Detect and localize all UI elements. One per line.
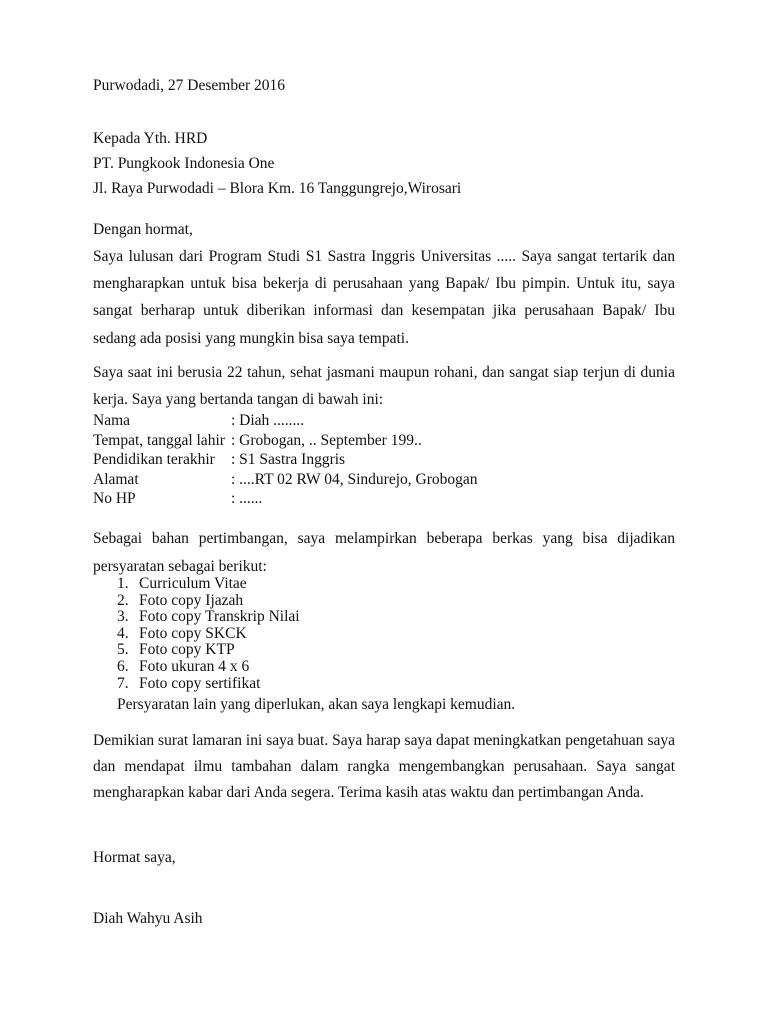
list-item <box>93 576 675 593</box>
list-item <box>93 659 675 676</box>
list-item-text: Foto copy KTP <box>139 641 235 659</box>
salutation: Dengan hormat, <box>93 221 193 238</box>
info-row <box>93 489 675 509</box>
info-label: Pendidikan terakhir <box>93 451 215 468</box>
attachment-note: Persyaratan lain yang diperlukan, akan saya lengkapi kemudian. <box>117 696 516 713</box>
list-item-text: Curriculum Vitae <box>139 575 247 592</box>
list-item <box>93 593 675 610</box>
info-row <box>93 431 675 451</box>
list-item-number: 6. <box>117 657 129 675</box>
paragraph-conclusion: Demikian surat lamaran ini saya buat. Saya harap saya dapat meningkatkan pengetahuan saya dan mendapat ilmu tambahan dalam rangka mengembangkan perusahaan. Saya sangat mengharapkan kabar dari Anda segera. Terima kasih atas waktu dan pertimbangan Anda. <box>93 732 675 801</box>
info-value: : Grobogan, .. September 199.. <box>231 431 422 449</box>
personal-info-table <box>93 411 675 509</box>
info-value: : ....RT 02 RW 04, Sindurejo, Grobogan <box>231 470 478 488</box>
list-item-number: 1. <box>117 575 129 592</box>
info-row <box>93 450 675 470</box>
paragraph-personal: Saya saat ini berusia 22 tahun, sehat jasmani maupun rohani, dan sangat siap terjun di dunia kerja. Saya yang bertanda tangan di bawah ini: <box>93 364 675 408</box>
paragraph-attachments-intro: Sebagai bahan pertimbangan, saya melampirkan beberapa berkas yang bisa dijadikan persyaratan sebagai berikut: <box>93 530 675 575</box>
info-label: Tempat, tanggal lahir <box>93 431 225 449</box>
info-label: No HP <box>93 490 136 507</box>
list-item-text: Foto copy sertifikat <box>139 674 261 692</box>
recipient-line-1: Kepada Yth. HRD <box>93 130 208 147</box>
info-row <box>93 470 675 490</box>
recipient-line-2: PT. Pungkook Indonesia One <box>93 155 275 172</box>
list-item <box>93 676 675 693</box>
list-item-number: 2. <box>117 591 129 609</box>
paragraph-intro: Saya lulusan dari Program Studi S1 Sastra Inggris Universitas ..... Saya sangat tertarik dan mengharapkan untuk bisa bekerja di perusahaan yang Bapak/ Ibu pimpin. Untuk itu, saya sangat berharap untuk diberikan informasi dan kesempatan jika perusahaan Bapak/ Ibu sedang ada posisi yang mungkin bisa saya tempati. <box>93 248 675 347</box>
info-value: : ...... <box>231 490 263 507</box>
list-item-text: Foto ukuran 4 x 6 <box>139 657 250 675</box>
list-item <box>93 642 675 659</box>
info-value: : S1 Sastra Inggris <box>231 451 346 468</box>
list-item <box>93 626 675 643</box>
list-item-text: Foto copy SKCK <box>139 624 247 642</box>
list-item-number: 4. <box>117 624 129 642</box>
info-label: Nama <box>93 412 131 429</box>
list-item-text: Foto copy Ijazah <box>139 591 244 609</box>
attachment-list <box>93 576 675 692</box>
info-value: : Diah ........ <box>231 412 305 429</box>
list-item-number: 5. <box>117 641 129 659</box>
info-label: Alamat <box>93 470 139 488</box>
info-row <box>93 411 675 431</box>
list-item <box>93 609 675 626</box>
signature-name: Diah Wahyu Asih <box>93 910 203 927</box>
list-item-number: 3. <box>117 608 129 626</box>
list-item-number: 7. <box>117 674 129 692</box>
closing-phrase: Hormat saya, <box>93 849 176 866</box>
letter-date: Purwodadi, 27 Desember 2016 <box>93 77 285 94</box>
recipient-line-3: Jl. Raya Purwodadi – Blora Km. 16 Tanggungrejo,Wirosari <box>93 180 462 197</box>
recipient-address <box>93 126 675 201</box>
list-item-text: Foto copy Transkrip Nilai <box>139 608 300 626</box>
